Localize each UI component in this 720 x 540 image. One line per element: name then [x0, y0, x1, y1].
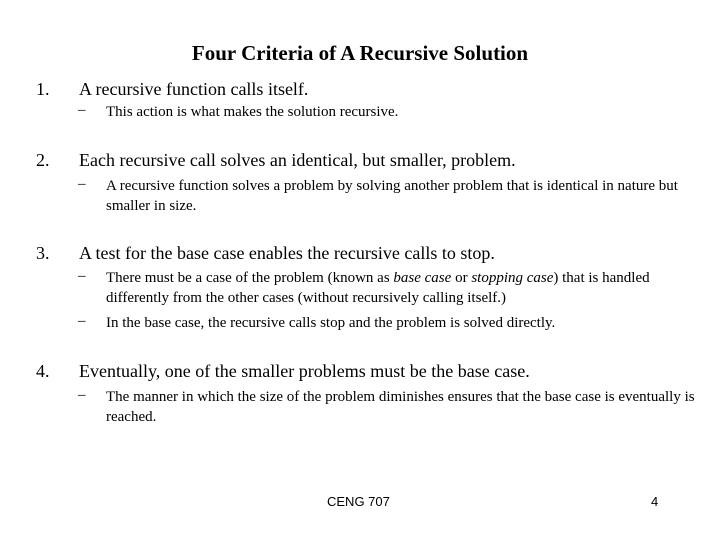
sub-bullet-dash: –: [78, 387, 86, 403]
item-number-3: 3.: [36, 243, 50, 263]
slide-title: Four Criteria of A Recursive Solution: [191, 41, 529, 65]
sub-bullet-dash: –: [78, 102, 86, 118]
footer-page-number: 4: [651, 494, 659, 509]
item-text-1: A recursive function calls itself.: [79, 79, 309, 99]
term-stopping-case: stopping case: [471, 270, 554, 286]
item-1-sub-1: This action is what makes the solution recursive.: [106, 104, 399, 120]
item-number-2: 2.: [36, 150, 50, 170]
sub-bullet-dash: –: [78, 268, 86, 284]
item-text-4: Eventually, one of the smaller problems must be the base case.: [79, 361, 530, 381]
footer-course: CENG 707: [327, 494, 390, 509]
item-3-sub-2: In the base case, the recursive calls stop and the problem is solved directly.: [106, 315, 556, 331]
sub-bullet-dash: –: [78, 176, 86, 192]
item-2-sub-1: A recursive function solves a problem by solving another problem that is identical in nature but smaller in size.: [106, 178, 678, 214]
item-4-sub-1: The manner in which the size of the problem diminishes ensures that the base case is eventually is reached.: [106, 389, 695, 425]
item-text-2: Each recursive call solves an identical, but smaller, problem.: [79, 150, 516, 170]
item-number-4: 4.: [36, 361, 50, 381]
item-3-sub-1: There must be a case of the problem (known as base case or stopping case) that is handled differently from the other cases (without recursively calling itself.): [106, 270, 650, 306]
sub-bullet-dash: –: [78, 313, 86, 329]
item-number-1: 1.: [36, 79, 50, 99]
item-text-3: A test for the base case enables the recursive calls to stop.: [79, 243, 495, 263]
term-base-case: base case: [393, 270, 452, 286]
